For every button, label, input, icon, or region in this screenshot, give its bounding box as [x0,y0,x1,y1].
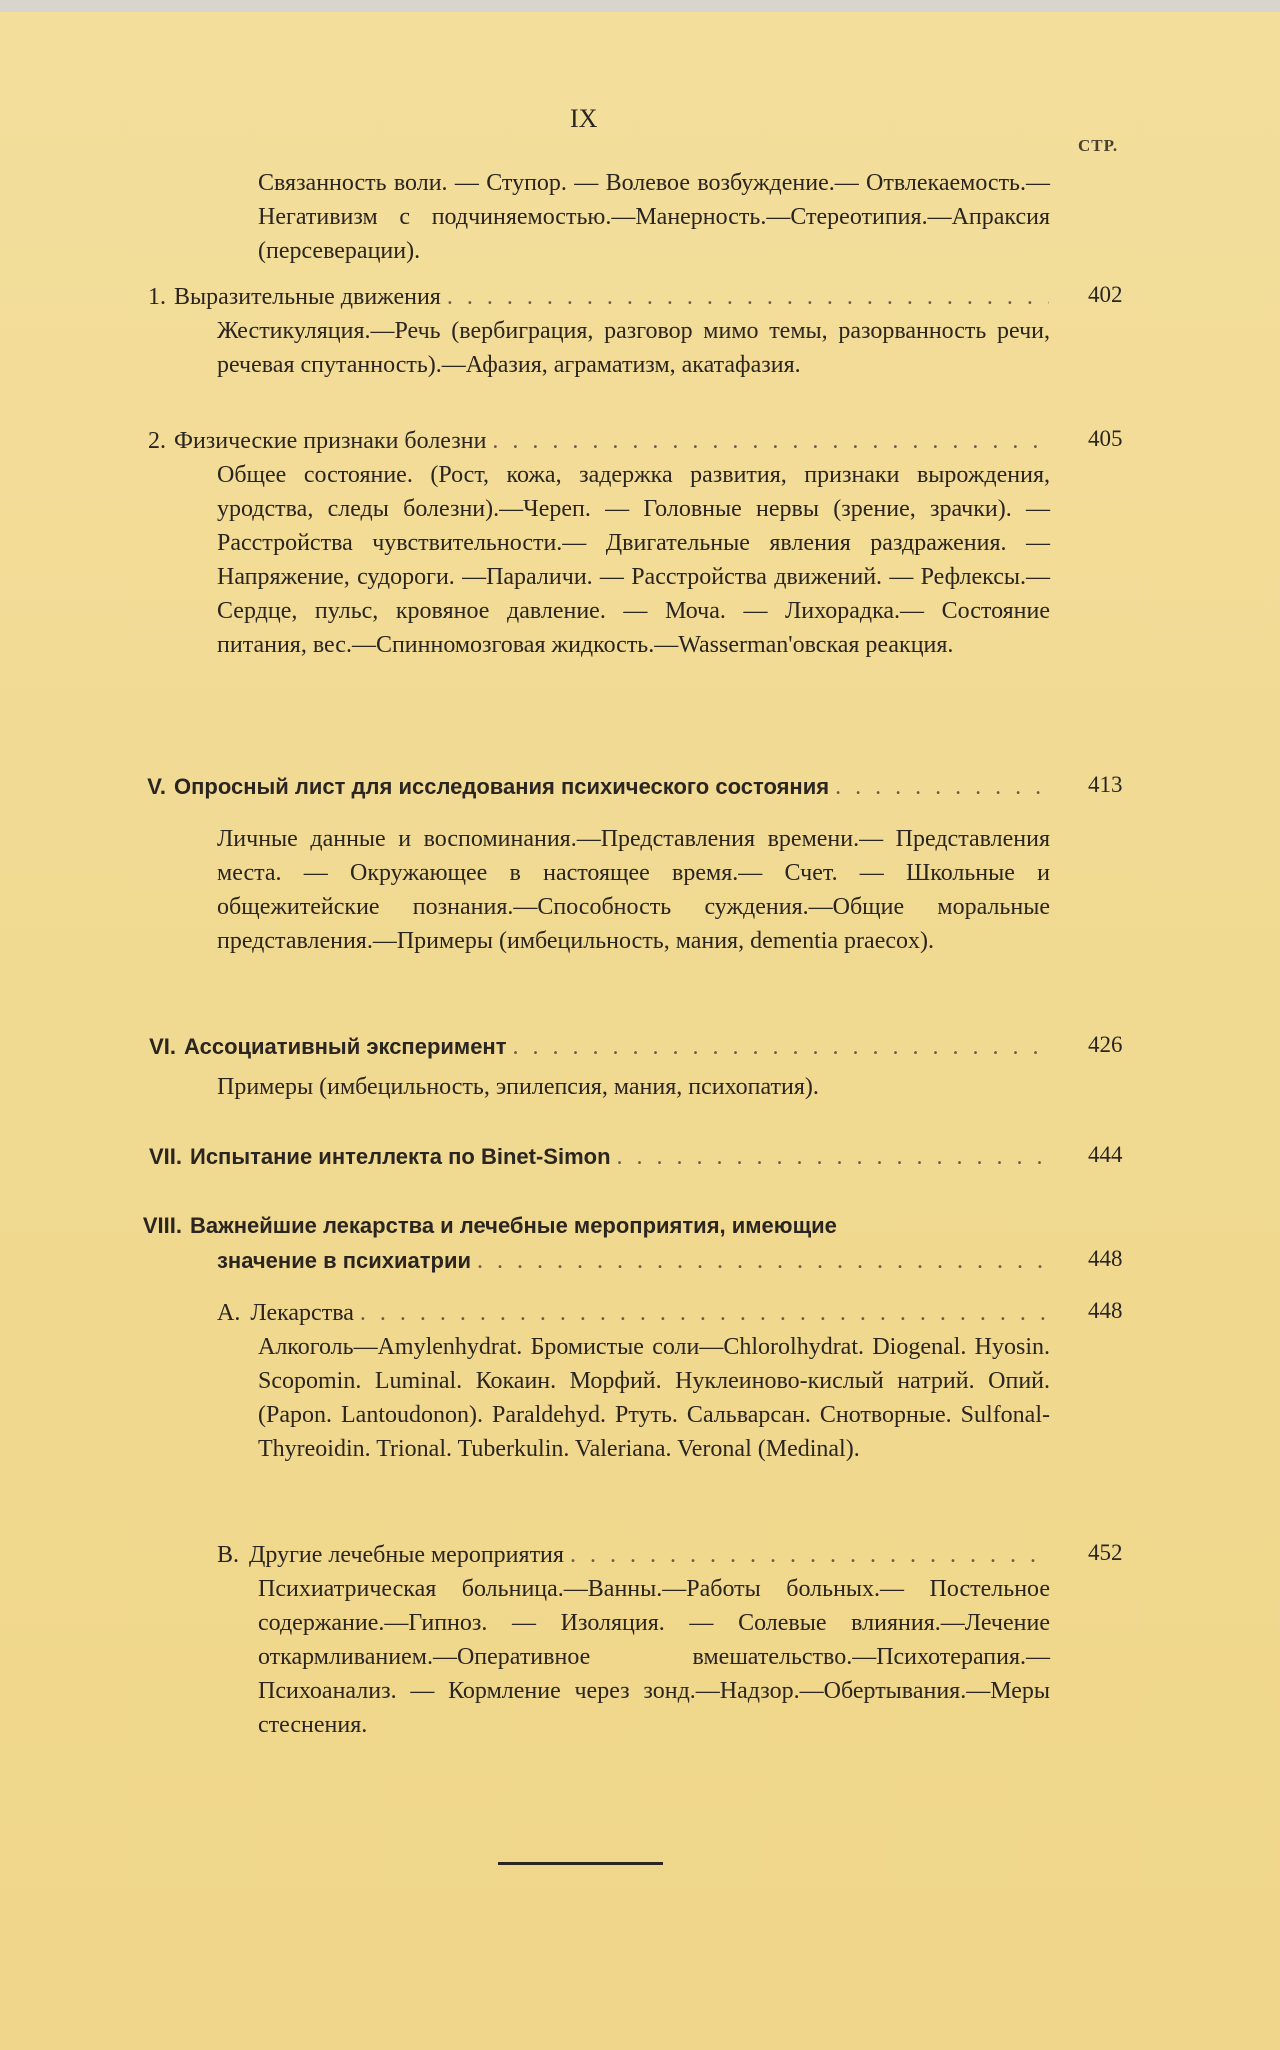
section-page-ref: 444 [1088,1142,1123,1167]
leader-dots [513,1030,1050,1064]
section-number: VIII. [142,1213,182,1238]
entry-page-ref: 405 [1088,426,1123,451]
entry-title: Выразительные движения [174,284,441,310]
entry-number: 1. [148,284,166,310]
section-page-ref: 413 [1088,772,1123,797]
section-number: VI. [149,1034,176,1059]
leader-dots [835,770,1049,804]
entry-title: Физические признаки болезни [174,428,487,454]
entry-page-ref: 402 [1088,282,1123,307]
subsection-title: Другие лечебные мероприятия [249,1542,564,1568]
toc-section-vi [130,1030,1055,1064]
page-column-label: СТР. [1078,136,1119,155]
subsection-letter: B. [217,1542,240,1568]
toc-section-viii [116,1209,1055,1243]
closing-rule [498,1862,663,1865]
toc-subsection-a [217,1296,1055,1330]
toc-section-vii [124,1140,1055,1174]
section-page-ref: 448 [1088,1246,1123,1271]
leader-dots [360,1296,1049,1330]
toc-subsection-b [217,1538,1055,1572]
leader-dots [477,1244,1049,1278]
toc-section-v [130,770,1055,804]
section-title: Опросный лист для исследования психического состояния [174,774,830,799]
section-title-line-2: значение в психиатрии [217,1248,472,1273]
section-body: Примеры (имбецильность, эпилепсия, мания, психопатия). [217,1074,819,1100]
scan-edge [0,0,1280,12]
section-title: Ассоциативный эксперимент [184,1034,507,1059]
toc-entry-2 [130,424,1055,458]
section-title-line-1: Важнейшие лекарства и лечебные мероприятия, имеющие [190,1213,837,1238]
entry-body: Жестикуляция.—Речь (вербиграция, разговор мимо темы, разорванность речи, речевая спутанность).—Афазия, аграматизм, акатафазия. [217,318,1050,378]
section-number: V. [147,774,166,799]
leader-dots [447,280,1049,314]
section-body: Личные данные и воспоминания.—Представления времени.— Представления места. — Окружающее в настоящее время.— Счет. — Школьные и общежитейские познания.—Способность суждения.—Общие моральные представления.—Примеры (имбецильность, мания, dementia praecox). [217,826,1050,954]
subsection-title: Лекарства [250,1300,354,1326]
subsection-body: Психиатрическая больница.—Ванны.—Работы больных.— Постельное содержание.—Гипноз. — Изоляция. — Солевые влияния.—Лечение откармливанием.—Оперативное вмешательство.—Психотерапия.—Психоанализ. — Кормление через зонд.—Надзор.—Обертывания.—Меры стеснения. [258,1576,1050,1738]
toc-section-viii-cont [217,1244,1055,1278]
page-number: IX [570,104,598,133]
leader-dots [570,1538,1049,1572]
leader-dots [492,424,1049,458]
entry-body: Общее состояние. (Рост, кожа, задержка развития, признаки вырождения, уродства, следы болезни).—Череп. — Головные нервы (зрение, зрачки). — Расстройства чувствительности.— Двигательные явления раздражения. — Напряжение, судороги. —Параличи. — Расстройства движений. — Рефлексы.— Сердце, пульс, кровяное давление. — Моча. — Лихорадка.— Состояние питания, вес.—Спинномозговая жидкость.—Wasserman'овская реакция. [217,462,1050,658]
subsection-letter: A. [217,1300,241,1326]
leader-dots [617,1140,1049,1174]
intro-paragraph: Связанность воли. — Ступор. — Волевое возбуждение.— Отвлекаемость.—Негативизм с подчиняемостью.—Манерность.—Стереотипия.—Апраксия (персеверации). [258,170,1050,264]
section-number: VII. [148,1144,182,1169]
section-title: Испытание интеллекта по Binet-Simon [190,1144,611,1169]
toc-entry-1 [130,280,1055,314]
subsection-page-ref: 452 [1088,1540,1123,1565]
entry-number: 2. [148,428,166,454]
subsection-page-ref: 448 [1088,1298,1123,1323]
section-page-ref: 426 [1088,1032,1123,1057]
subsection-body: Алкоголь—Amylenhydrat. Бромистые соли—Chlorolhydrat. Diogenal. Hyosin. Scopomin. Luminal. Кокаин. Морфий. Нуклеиново-кислый натрий. Опий. (Papon. Lantoudonon). Paraldehyd. Ртуть. Сальварсан. Снотворные. Sulfonal- Thyreoidin. Trional. Tuberkulin. Valeriana. Veronal (Medinal). [258,1334,1050,1462]
